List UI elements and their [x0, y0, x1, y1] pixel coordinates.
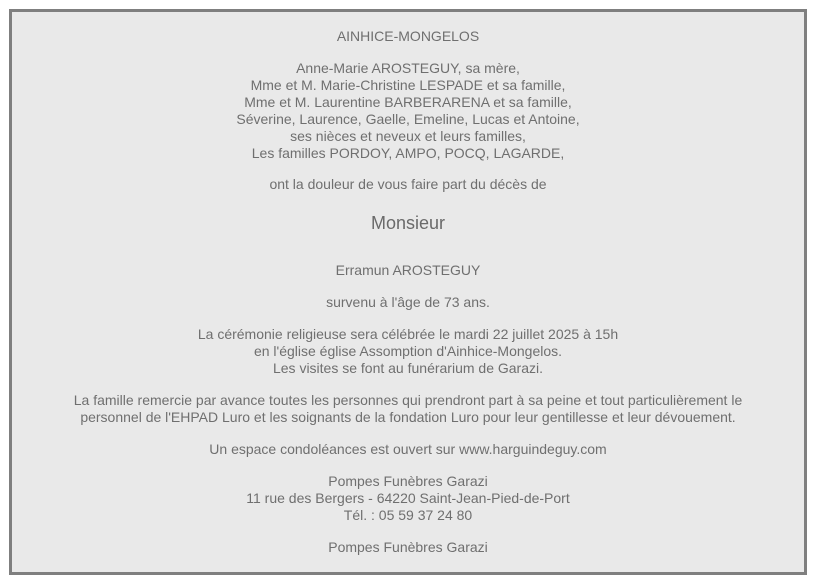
deceased-name-text: Erramun AROSTEGUY — [335, 262, 481, 278]
title-text: Monsieur — [370, 213, 446, 233]
notice-content — [12, 12, 804, 556]
intro-text: ont la douleur de vous faire part du décès de — [269, 176, 547, 192]
funeral-home-address: 11 rue des Bergers - 64220 Saint-Jean-Pied-de-Port — [246, 490, 570, 506]
ceremony-line: La cérémonie religieuse sera célébrée le mardi 22 juillet 2025 à 15h — [197, 326, 619, 342]
ceremony-line: Les visites se font au funérarium de Garazi. — [272, 360, 544, 376]
ceremony-line: en l'église église Assomption d'Ainhice-Mongelos. — [253, 343, 563, 359]
town-name: AINHICE-MONGELOS — [336, 28, 480, 44]
family-line: Anne-Marie AROSTEGUY, sa mère, — [296, 60, 520, 76]
thanks-paragraph — [12, 392, 804, 426]
age-statement — [12, 294, 804, 311]
family-line: ses nièces et neveux et leurs familles, — [290, 128, 526, 144]
family-line: Mme et M. Marie-Christine LESPADE et sa famille, — [250, 77, 566, 93]
thanks-text: La famille remercie par avance toutes les personnes qui prendront part à sa peine et tout particulièrement le personnel de l'EHPAD Luro et les soignants de la fondation Luro pour leur gentillesse et leur dévouement. — [73, 392, 743, 425]
funeral-home-name: Pompes Funèbres Garazi — [328, 473, 488, 489]
family-line: Mme et M. Laurentine BARBERARENA et sa famille, — [244, 94, 572, 110]
family-line: Les familles PORDOY, AMPO, POCQ, LAGARDE, — [251, 145, 565, 161]
ceremony-details — [12, 326, 804, 377]
family-list — [12, 60, 804, 162]
honorific-title — [12, 212, 804, 234]
signature — [12, 539, 804, 556]
funeral-home-contact — [12, 473, 804, 524]
death-notice — [9, 9, 807, 575]
condolences-text: Un espace condoléances est ouvert sur www.harguindeguy.com — [209, 441, 607, 457]
condolences-note — [12, 441, 804, 458]
town-heading — [12, 12, 804, 45]
funeral-home-phone: Tél. : 05 59 37 24 80 — [343, 507, 473, 523]
deceased-name — [12, 262, 804, 279]
signature-text: Pompes Funèbres Garazi — [328, 539, 488, 555]
age-text: survenu à l'âge de 73 ans. — [326, 294, 490, 310]
family-line: Séverine, Laurence, Gaelle, Emeline, Lucas et Antoine, — [236, 111, 580, 127]
announcement-intro — [12, 176, 804, 193]
